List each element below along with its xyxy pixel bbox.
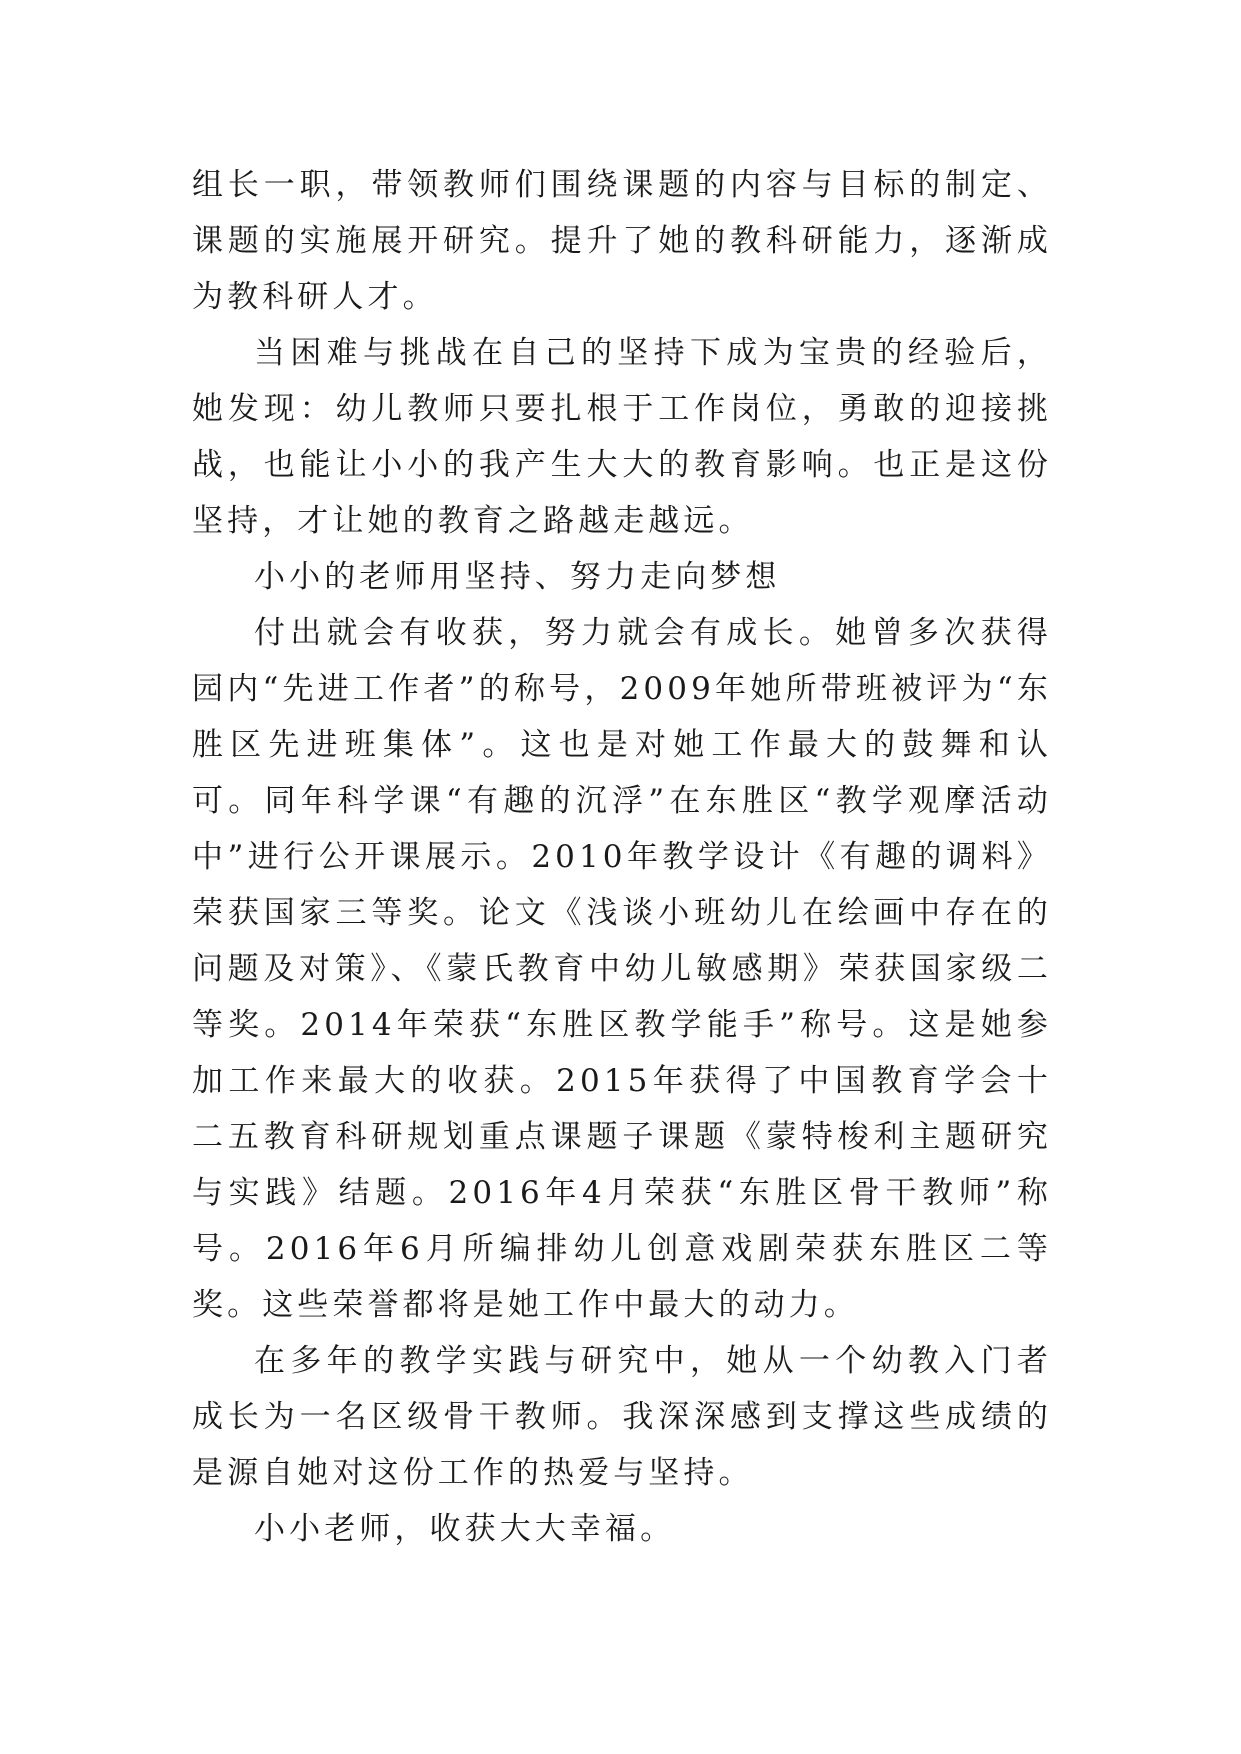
paragraph-awards: 付出就会有收获，努力就会有成长。她曾多次获得园内“先进工作者”的称号，2009年她所带班被评为“东胜区先进班集体”。这也是对她工作最大的鼓舞和认可。同年科学课“有趣的沉浮”在东胜区“教学观摩活动中”进行公开课展示。2010年教学设计《有趣的调料》荣获国家三等奖。论文《浅谈小班幼儿在绘画中存在的问题及对策》、《蒙氏教育中幼儿敏感期》荣获国家级二等奖。2014年荣获“东胜区教学能手”称号。这是她参加工作来最大的收获。2015年获得了中国教育学会十二五教育科研规划重点课题子课题《蒙特梭利主题研究与实践》结题。2016年4月荣获“东胜区骨干教师”称号。2016年6月所编排幼儿创意戏剧荣获东胜区二等奖。这些荣誉都将是她工作中最大的动力。 — [192, 615, 1052, 1323]
paragraph-challenge: 当困难与挑战在自己的坚持下成为宝贵的经验后，她发现：幼儿教师只要扎根于工作岗位，勇敢的迎接挑战，也能让小小的我产生大大的教育影响。也正是这份坚持，才让她的教育之路越走越远。 — [192, 335, 1052, 539]
section-heading-dream: 小小的老师用坚持、努力走向梦想 — [254, 559, 781, 595]
paragraph-growth: 在多年的教学实践与研究中，她从一个幼教入门者成长为一名区级骨干教师。我深深感到支撑这些成绩的是源自她对这份工作的热爱与坚持。 — [192, 1343, 1052, 1491]
paragraph-closing: 小小老师，收获大大幸福。 — [254, 1511, 676, 1547]
document-body — [192, 157, 1052, 1557]
paragraph-continuation: 组长一职，带领教师们围绕课题的内容与目标的制定、课题的实施展开研究。提升了她的教科研能力，逐渐成为教科研人才。 — [192, 167, 1052, 315]
